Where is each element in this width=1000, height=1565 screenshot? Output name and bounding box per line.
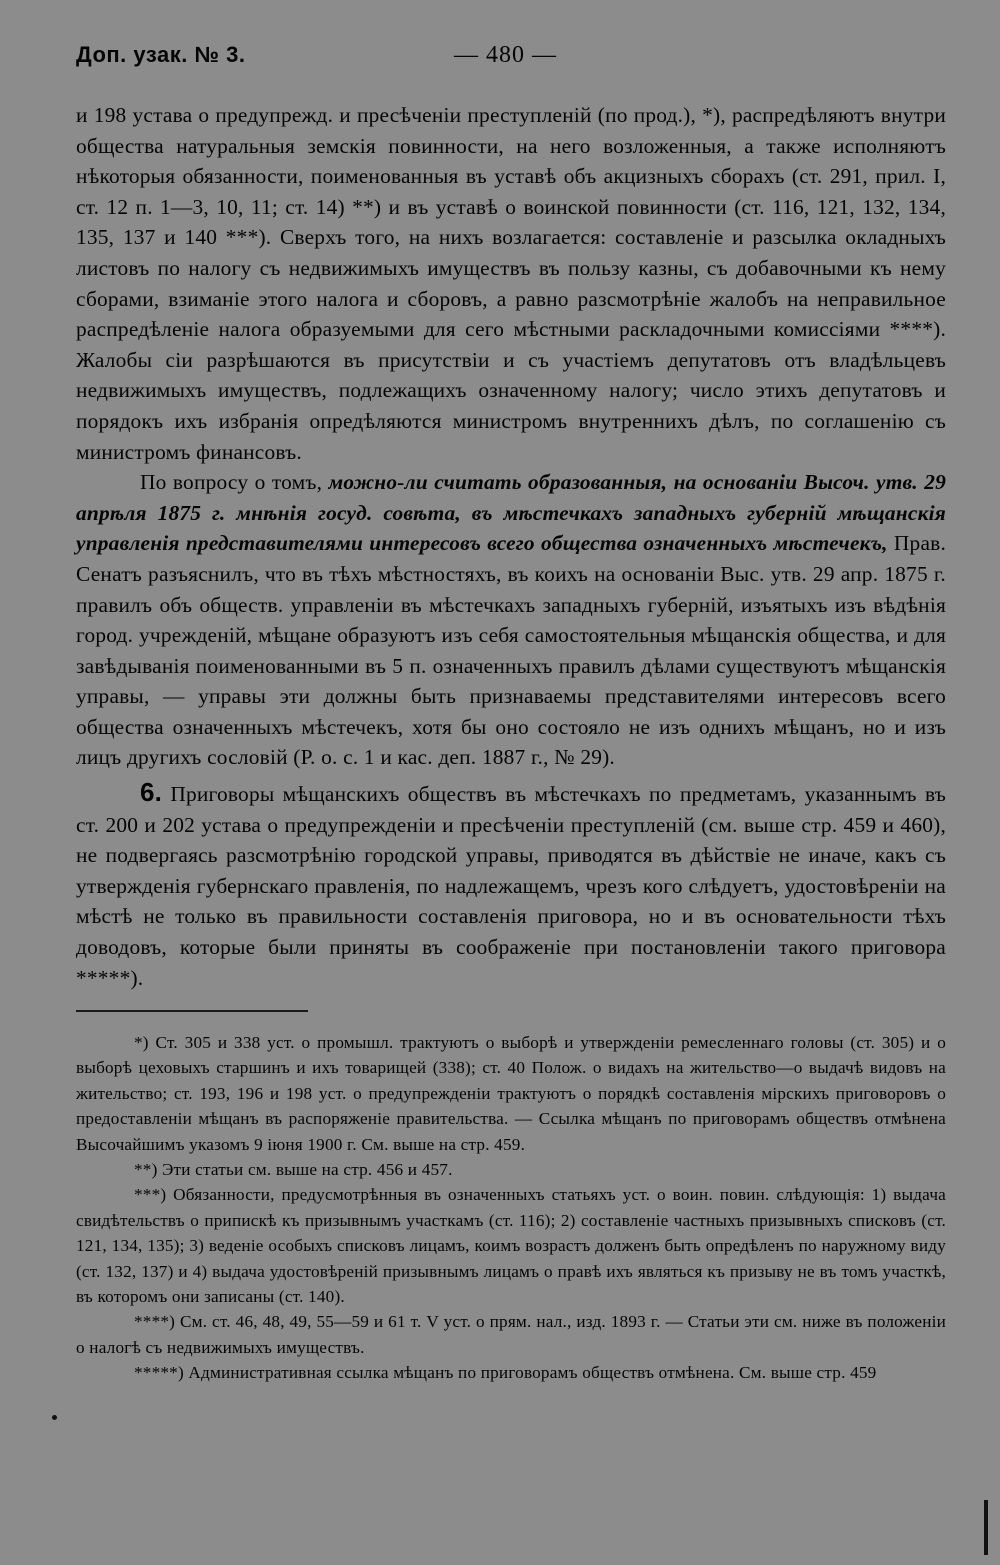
page-header	[76, 42, 944, 76]
paragraph-senate-ruling	[76, 467, 946, 773]
section-6	[76, 777, 946, 993]
footnote-5: *****) Административная ссылка мѣщанъ по приговорамъ обществъ отмѣнена. См. выше стр. 459	[134, 1363, 877, 1383]
scan-edge-mark	[984, 1500, 988, 1555]
scan-speck	[52, 1415, 57, 1420]
page-number: — 480 —	[454, 42, 557, 68]
footnote-2: **) Эти статьи см. выше на стр. 456 и 457.	[134, 1160, 453, 1180]
footnotes	[76, 1030, 946, 1386]
section-number: 6.	[140, 777, 163, 808]
footnote-4: ****) См. ст. 46, 48, 49, 55—59 и 61 т. V уст. о прям. нал., изд. 1893 г. — Статьи эти см. ниже въ положеніи о налогѣ съ недвижимыхъ имуществъ.	[76, 1312, 946, 1357]
main-text	[76, 100, 946, 993]
italic-question: можно-ли считать образованныя, на основаніи Высоч. утв. 29 апрѣля 1875 г. мнѣнія госуд. совѣта, въ мѣстечкахъ западныхъ губерній мѣщанскія управленія представителями интересовъ всего общества означенныхъ мѣстечекъ,	[76, 470, 946, 556]
footnote-separator	[76, 1010, 308, 1012]
paragraph-continuation: и 198 устава о предупрежд. и пресѣченіи преступленій (по прод.), *), распредѣляютъ внутри общества натуральныя земскія повинности, на него возложенныя, а также исполняютъ нѣкоторыя обязанности, поименованныя въ уставѣ объ акцизныхъ сборахъ (ст. 291, прил. I, ст. 12 п. 1—3, 10, 11; ст. 14) **) и въ уставѣ о воинской повинности (ст. 116, 121, 132, 134, 135, 137 и 140 ***). Сверхъ того, на нихъ возлагается: составленіе и разсылка окладныхъ листовъ по налогу съ недвижимыхъ имуществъ въ пользу казны, съ добавочными къ нему сборами, взиманіе этого налога и сборовъ, а равно разсмотрѣніе жалобъ на неправильное распредѣленіе налога образуемыми для сего мѣстными раскладочными комиссіями ****). Жалобы сіи разрѣшаются въ присутствіи и съ участіемъ депутатовъ отъ владѣльцевъ недвижимыхъ имуществъ, подлежащихъ означенному налогу; число этихъ депутатовъ и порядокъ ихъ избранія опредѣляются министромъ внутреннихъ дѣлъ, по соглашенію съ министромъ финансовъ.	[76, 103, 946, 464]
paragraph-lead: По вопросу о томъ,	[140, 470, 329, 495]
paragraph-ruling-text: Прав. Сенатъ разъяснилъ, что въ тѣхъ мѣстностяхъ, въ коихъ на основаніи Выс. утв. 29 апр. 1875 г. правилъ объ обществ. управленіи въ мѣстечкахъ западныхъ губерній, изъятыхъ изъ вѣдѣнія город. учрежденій, мѣщане образуютъ изъ себя самостоятельныя мѣщанскія общества, и для завѣдыванія поименованными въ 5 п. означенныхъ правилъ дѣлами существуютъ мѣщанскія управы, — управы эти должны быть признаваемы представителями интересовъ всего общества означенныхъ мѣстечекъ, хотя бы оно состояло не изъ однихъ мѣщанъ, но и изъ лицъ другихъ сословій (Р. о. с. 1 и кас. деп. 1887 г., № 29).	[76, 531, 946, 770]
section-text: Приговоры мѣщанскихъ обществъ въ мѣстечкахъ по предметамъ, указаннымъ въ ст. 200 и 202 устава о предупрежденіи и пресѣченіи преступленій (см. выше стр. 459 и 460), не подвергаясь разсмотрѣнію городской управы, приводятся въ дѣйствіе не иначе, какъ съ утвержденія губернскаго правленія, по надлежащемъ, чрезъ кого слѣдуетъ, удостовѣреніи на мѣстѣ не только въ правильности составленія приговора, но и въ основательности тѣхъ доводовъ, которые были приняты въ соображеніе при постановленіи такого приговора *****).	[76, 782, 946, 990]
volume-reference: Доп. узак. № 3.	[76, 42, 246, 67]
footnote-3: ***) Обязанности, предусмотрѣнныя въ означенныхъ статьяхъ уст. о воин. повин. слѣдующія: 1) выдача свидѣтельствъ о припискѣ къ призывнымъ участкамъ (ст. 116); 2) составленіе частныхъ призывныхъ списковъ (ст. 121, 134, 135); 3) веденіе особыхъ списковъ лицамъ, коимъ возрастъ долженъ быть опредѣленъ по наружному виду (ст. 132, 137) и 4) выдача удостовѣреній призывнымъ лицамъ о правѣ ихъ являться къ призыву не въ томъ участкѣ, въ которомъ они записаны (ст. 140).	[76, 1185, 946, 1307]
footnote-1: *) Ст. 305 и 338 уст. о промышл. трактуютъ о выборѣ и утвержденіи ремесленнаго головы (ст. 305) и о выборѣ цеховыхъ старшинъ и ихъ товарищей (338); ст. 40 Полож. о видахъ на жительство—о выдачѣ видовъ на жительство; ст. 193, 196 и 198 уст. о предупрежденіи трактуютъ о порядкѣ составленія мірскихъ приговоровъ о предоставленіи мѣщанъ въ распоряженіе правительства. — Ссылка мѣщанъ по приговорамъ обществъ отмѣнена Высочайшимъ указомъ 9 іюня 1900 г. См. выше на стр. 459.	[76, 1033, 946, 1154]
